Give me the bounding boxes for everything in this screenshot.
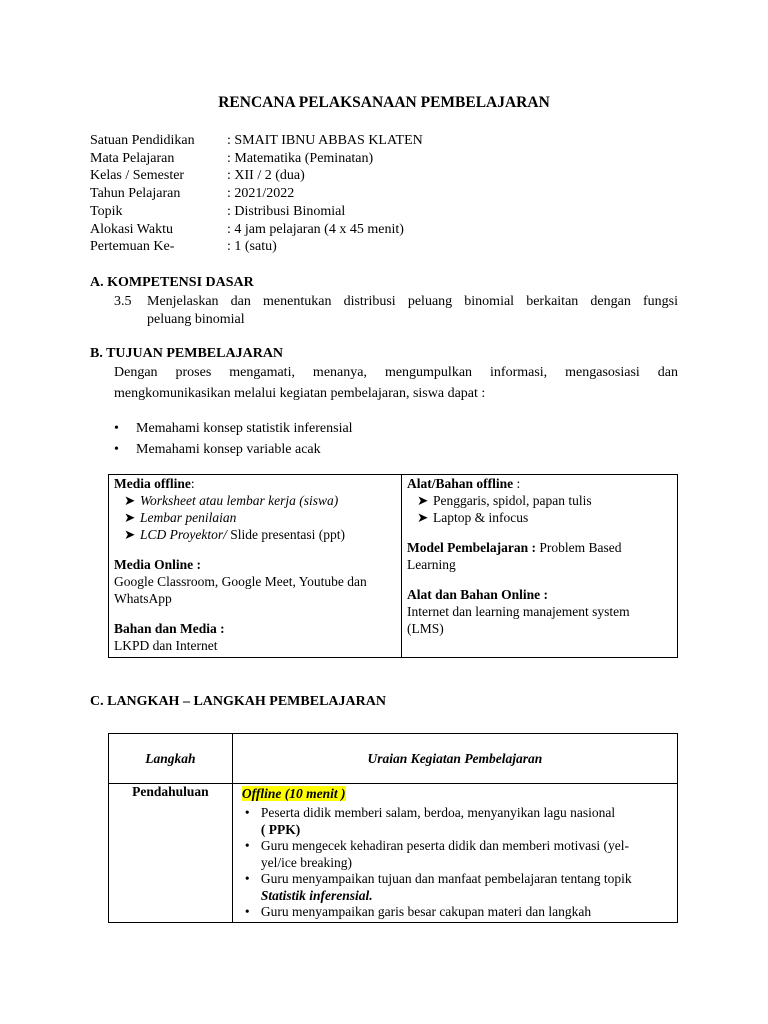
step-detail-cell <box>232 784 677 923</box>
model-label: Model Pembelajaran : <box>407 540 536 555</box>
arrow-bullet-icon: ➤ <box>124 510 136 525</box>
item-italic-text: Worksheet atau lembar kerja (siswa) <box>140 493 339 508</box>
tujuan-bullet-list <box>114 418 353 460</box>
list-item <box>407 509 673 526</box>
media-online-text-line1: Google Classroom, Google Meet, Youtube dan <box>114 574 367 589</box>
kd-text-line1: Menjelaskan dan menentukan distribusi peluang binomial berkaitan dengan fungsi <box>147 294 678 309</box>
document-title: RENCANA PELAKSANAAN PEMBELAJARAN <box>218 94 550 111</box>
list-item <box>114 526 396 543</box>
list-item: • Memahami konsep statistik inferensial <box>114 418 353 439</box>
media-box <box>108 474 678 658</box>
tujuan-para-line2: mengkomunikasikan melalui kegiatan pembelajaran, siswa dapat : <box>114 386 486 401</box>
identity-label: Kelas / Semester <box>90 168 185 183</box>
activity-line-bold-italic: Statistik inferensial. <box>260 887 373 903</box>
identity-label: Alokasi Waktu <box>90 222 173 237</box>
activity-line: • Peserta didik memberi salam, berdoa, menyanyikan lagu nasional <box>260 805 616 820</box>
media-box-right <box>407 475 673 637</box>
table-row <box>109 784 678 923</box>
media-offline-list <box>114 492 396 543</box>
alat-online-label: Alat dan Bahan Online : <box>407 587 549 602</box>
identity-value: : XII / 2 (dua) <box>227 168 305 183</box>
section-b-heading: B. TUJUAN PEMBELAJARAN <box>90 346 284 361</box>
identity-label: Satuan Pendidikan <box>90 133 195 148</box>
item-italic-text: Lembar penilaian <box>140 510 237 525</box>
list-item <box>233 838 671 871</box>
tujuan-para-line1: Dengan proses mengamati, menanya, mengumpulkan informasi, mengasosiasi dan <box>114 365 678 380</box>
identity-label: Topik <box>90 204 123 219</box>
col-header-langkah: Langkah <box>109 734 233 784</box>
identity-label: Mata Pelajaran <box>90 151 175 166</box>
media-online-text-line2: WhatsApp <box>114 591 172 606</box>
identity-label: Tahun Pelajaran <box>90 186 181 201</box>
kd-number: 3.5 <box>114 294 132 309</box>
section-a-heading: A. KOMPETENSI DASAR <box>90 275 254 290</box>
activity-line-bold: ( PPK) <box>260 821 301 837</box>
arrow-bullet-icon: ➤ <box>124 527 136 542</box>
activity-list <box>233 805 671 921</box>
media-offline-colon: : <box>190 476 195 491</box>
activity-line: • Guru menyampaikan tujuan dan manfaat pembelajaran tentang topik <box>260 871 632 886</box>
steps-table <box>108 733 678 923</box>
kd-text-line2: peluang binomial <box>147 312 245 327</box>
list-item: • Memahami konsep variable acak <box>114 439 353 460</box>
arrow-bullet-icon: ➤ <box>417 510 429 525</box>
media-offline-label: Media offline <box>114 476 191 491</box>
identity-value: : 4 jam pelajaran (4 x 45 menit) <box>227 222 404 237</box>
list-item <box>114 509 396 526</box>
alat-offline-label: Alat/Bahan offline <box>407 476 514 491</box>
identity-label: Pertemuan Ke- <box>90 239 175 254</box>
alat-offline-colon: : <box>513 476 521 491</box>
bahan-media-text: LKPD dan Internet <box>114 638 218 653</box>
col-header-uraian: Uraian Kegiatan Pembelajaran <box>232 734 677 784</box>
arrow-bullet-icon: ➤ <box>124 493 136 508</box>
model-value-line1: Problem Based <box>535 540 622 555</box>
step-name-cell: Pendahuluan <box>109 784 233 923</box>
item-text: Laptop & infocus <box>433 510 529 525</box>
offline-highlight: Offline (10 menit ) <box>241 786 346 801</box>
item-italic-text: LCD Proyektor/ <box>140 527 227 542</box>
alat-online-line2: (LMS) <box>407 621 444 636</box>
identity-value: : 2021/2022 <box>227 186 295 201</box>
list-item <box>407 492 673 509</box>
media-online-label: Media Online : <box>114 557 201 572</box>
media-box-left <box>114 475 396 654</box>
bahan-media-label: Bahan dan Media : <box>114 621 225 636</box>
identity-value: : Distribusi Binomial <box>227 204 346 219</box>
list-item <box>233 871 671 904</box>
item-normal-text: Slide presentasi (ppt) <box>226 527 345 542</box>
identity-value: : SMAIT IBNU ABBAS KLATEN <box>227 133 423 148</box>
media-box-divider <box>401 475 402 657</box>
arrow-bullet-icon: ➤ <box>417 493 429 508</box>
list-item <box>233 904 671 921</box>
section-c-heading: C. LANGKAH – LANGKAH PEMBELAJARAN <box>90 694 386 709</box>
identity-value: : Matematika (Peminatan) <box>227 151 374 166</box>
model-value-line2: Learning <box>407 557 456 572</box>
list-item <box>233 805 671 838</box>
list-item <box>114 492 396 509</box>
item-text: Penggaris, spidol, papan tulis <box>433 493 592 508</box>
activity-line: yel/ice breaking) <box>260 854 352 870</box>
alat-online-line1: Internet dan learning manajement system <box>407 604 630 619</box>
identity-value: : 1 (satu) <box>227 239 277 254</box>
table-header-row <box>109 734 678 784</box>
activity-line: • Guru mengecek kehadiran peserta didik dan memberi motivasi (yel- <box>260 838 629 853</box>
alat-offline-list <box>407 492 673 526</box>
activity-line: • Guru menyampaikan garis besar cakupan materi dan langkah <box>260 904 592 919</box>
